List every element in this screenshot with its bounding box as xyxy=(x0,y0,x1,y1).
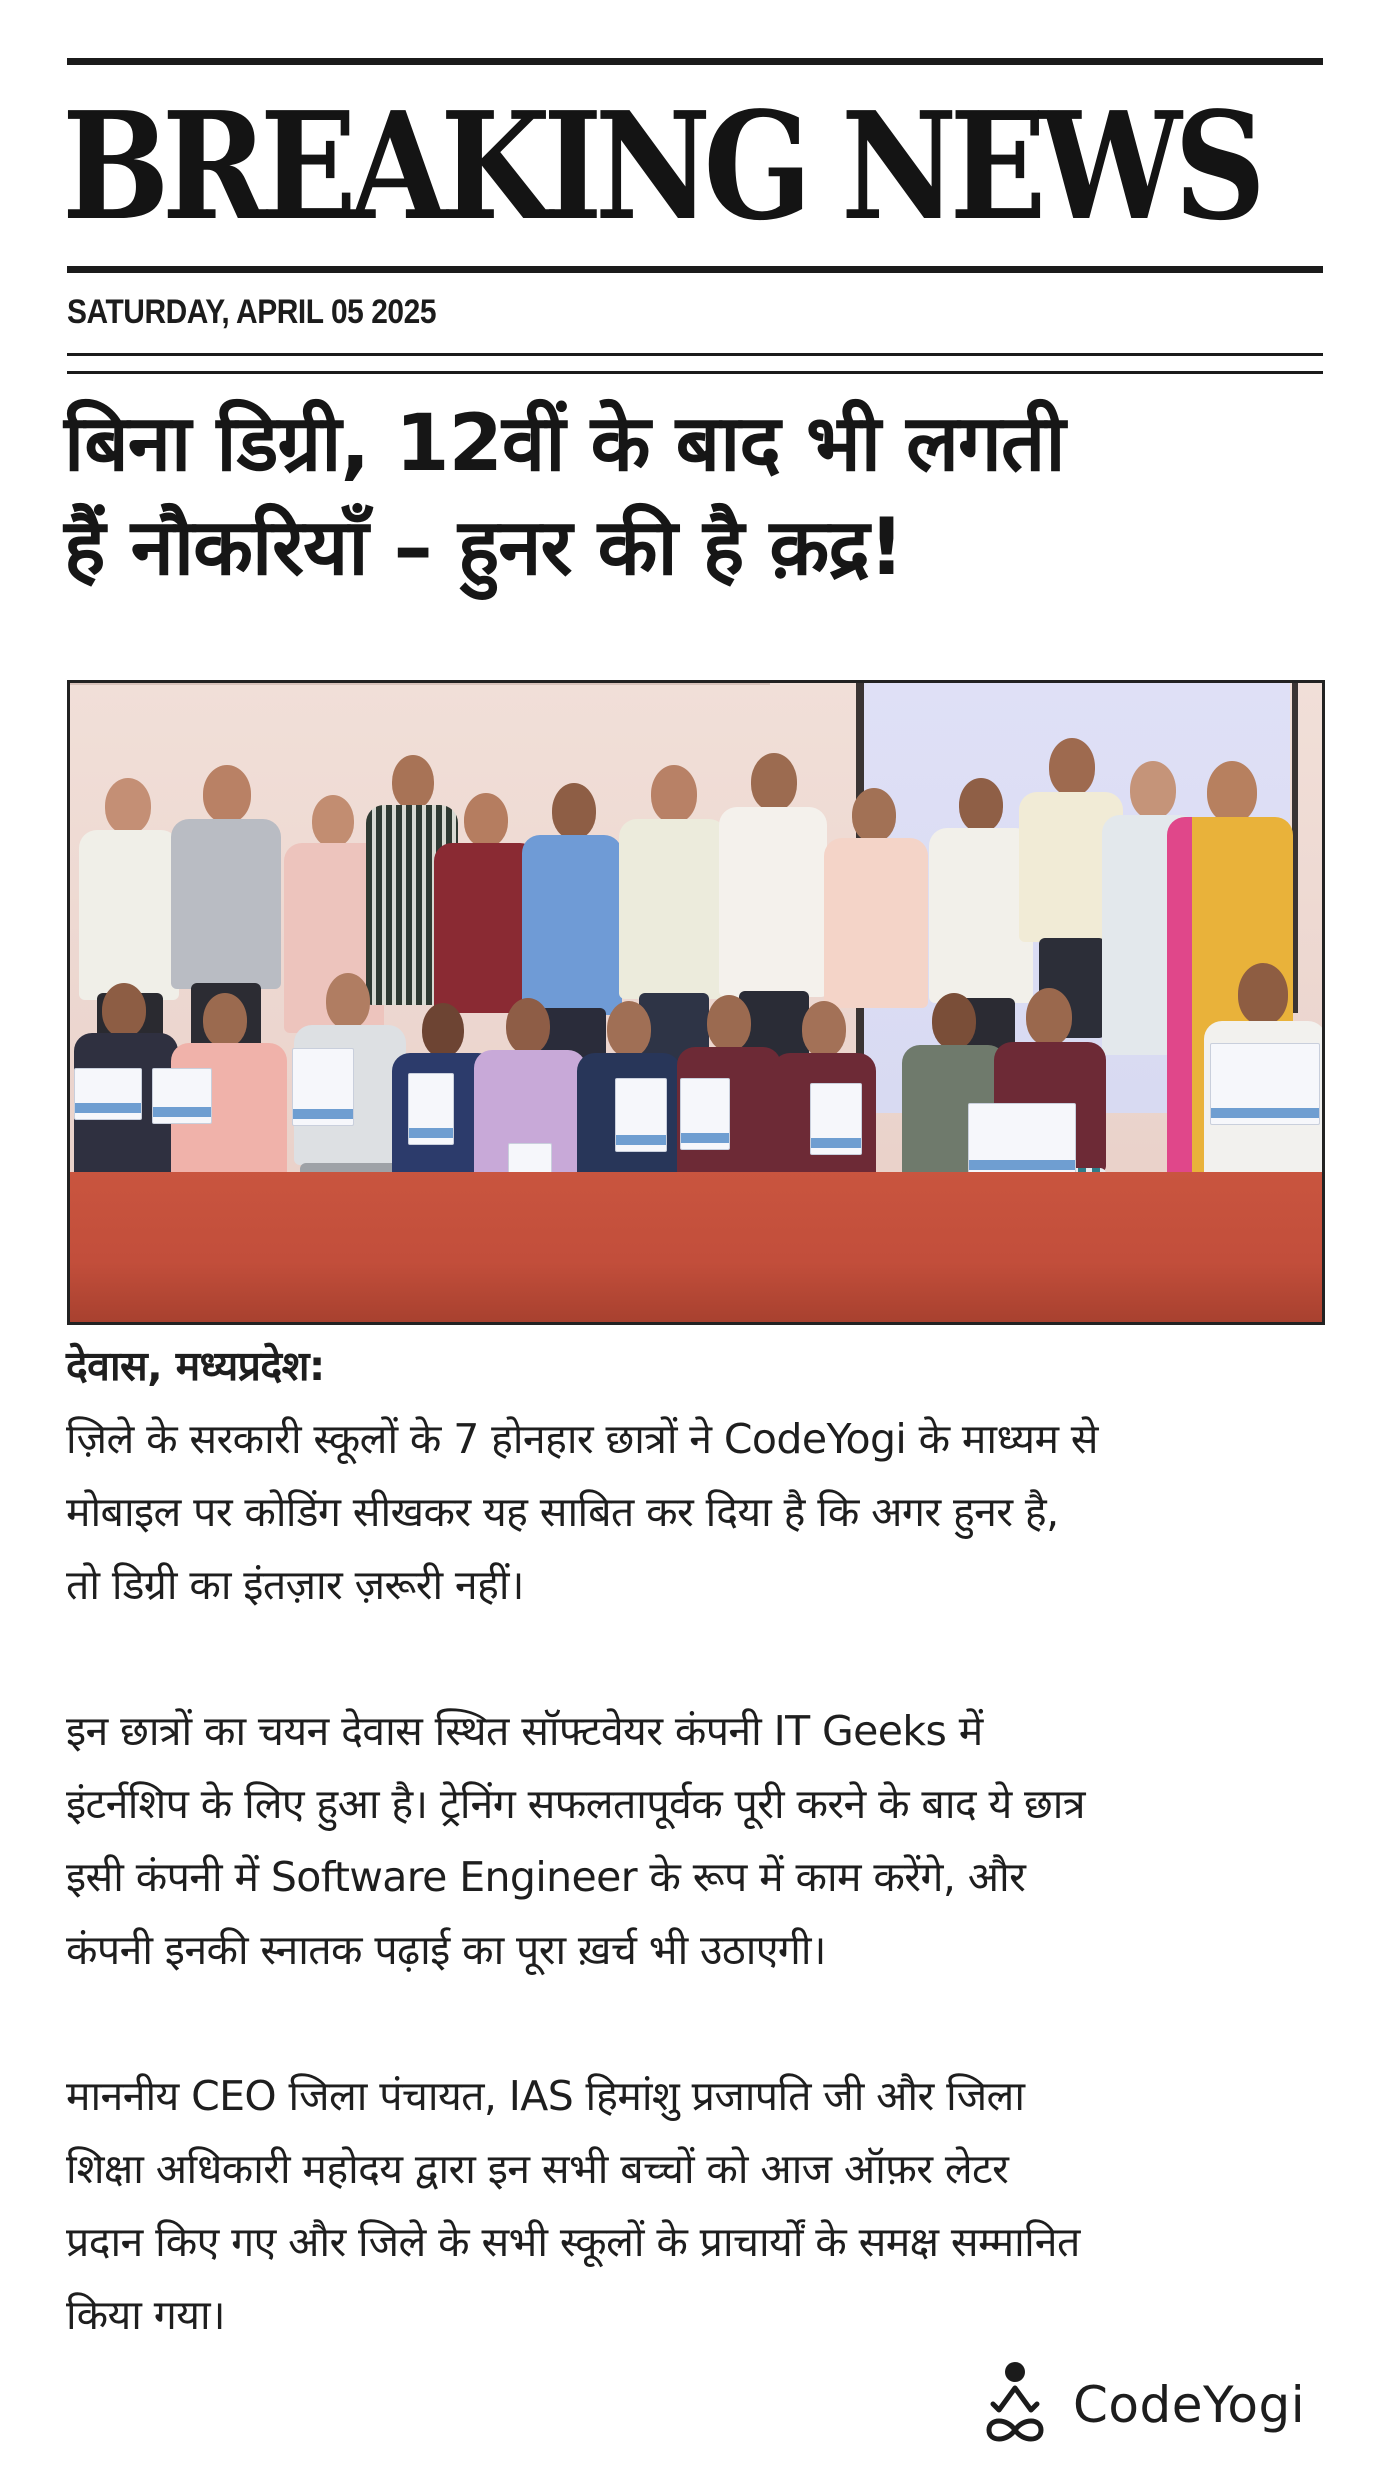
masthead-top-rule xyxy=(67,58,1323,65)
codeyogi-brand xyxy=(985,2360,1305,2450)
paragraph-line: कंपनी इनकी स्नातक पढ़ाई का पूरा ख़र्च भी उठाएगी। xyxy=(66,1926,826,1974)
article-headline xyxy=(64,392,1334,600)
photo-certificate xyxy=(680,1078,730,1150)
paragraph-line: ज़िले के सरकारी स्कूलों के 7 होनहार छात्रों ने CodeYogi के माध्यम से xyxy=(66,1415,1098,1463)
article-photo xyxy=(67,680,1325,1325)
photo-certificate xyxy=(292,1048,354,1126)
paragraph-line: तो डिग्री का इंतज़ार ज़रूरी नहीं। xyxy=(66,1561,524,1609)
issue-date: SATURDAY, APRIL 05 2025 xyxy=(67,293,437,331)
photo-certificate xyxy=(810,1083,862,1155)
photo-certificate xyxy=(968,1103,1076,1177)
masthead-bottom-rule xyxy=(67,266,1323,273)
article-paragraph-1 xyxy=(66,1403,1336,1622)
masthead-title: BREAKING NEWS xyxy=(62,79,1259,253)
article-paragraph-3 xyxy=(66,2060,1336,2352)
photo-stage-floor xyxy=(70,1172,1322,1322)
article-body xyxy=(66,1330,1336,2425)
paragraph-line: माननीय CEO जिला पंचायत, IAS हिमांशु प्रजापति जी और जिला xyxy=(66,2072,1025,2120)
codeyogi-logo-icon xyxy=(985,2360,1049,2450)
photo-certificate xyxy=(408,1073,454,1145)
paragraph-line: मोबाइल पर कोडिंग सीखकर यह साबित कर दिया है कि अगर हुनर है, xyxy=(66,1488,1059,1536)
photo-certificate xyxy=(615,1078,667,1152)
codeyogi-wordmark: CodeYogi xyxy=(1073,2376,1306,2434)
paragraph-line: प्रदान किए गए और जिले के सभी स्कूलों के प्राचार्यों के समक्ष सम्मानित xyxy=(66,2218,1080,2266)
photo-certificate xyxy=(1210,1043,1320,1125)
article-paragraph-2 xyxy=(66,1695,1336,1987)
paragraph-line: इसी कंपनी में Software Engineer के रूप में काम करेंगे, और xyxy=(66,1853,1026,1901)
article-dateline-place: देवास, मध्यप्रदेश: xyxy=(66,1342,325,1390)
paragraph-line: इन छात्रों का चयन देवास स्थित सॉफ्टवेयर कंपनी IT Geeks में xyxy=(66,1707,983,1755)
headline-line-2: हैं नौकरियाँ – हुनर की है क़द्र! xyxy=(64,503,904,593)
date-divider-rule-2 xyxy=(67,371,1323,374)
paragraph-line: शिक्षा अधिकारी महोदय द्वारा इन सभी बच्चों को आज ऑफ़र लेटर xyxy=(66,2145,1009,2193)
paragraph-line: इंटर्नशिप के लिए हुआ है। ट्रेनिंग सफलतापूर्वक पूरी करने के बाद ये छात्र xyxy=(66,1780,1085,1828)
photo-wall-line xyxy=(70,683,770,685)
headline-line-1: बिना डिग्री, 12वीं के बाद भी लगती xyxy=(64,399,1065,489)
date-divider-rule-1 xyxy=(67,353,1323,356)
photo-certificate xyxy=(74,1068,142,1120)
photo-certificate xyxy=(152,1068,212,1124)
paragraph-line: किया गया। xyxy=(66,2291,225,2339)
